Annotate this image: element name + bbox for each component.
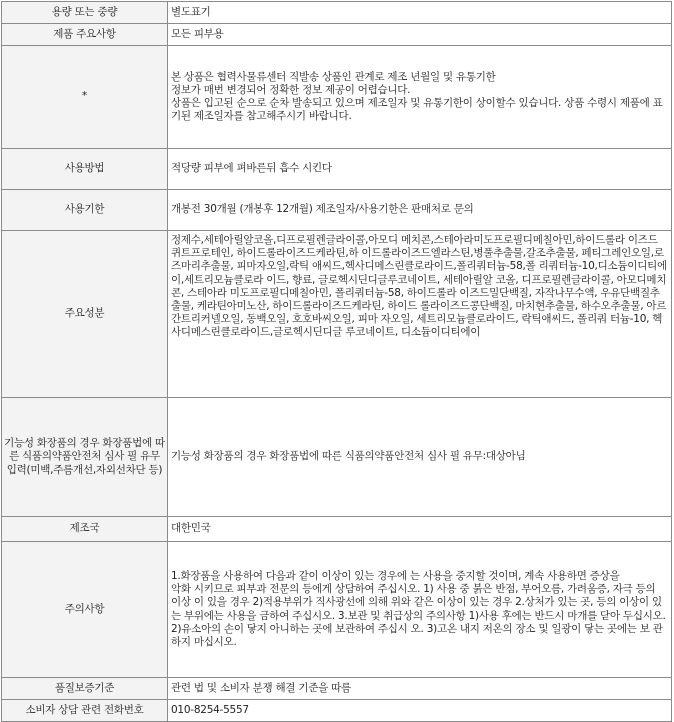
row-phone xyxy=(2,700,672,722)
ingredients-value: 정제수,세테아릴알코올,디프로필렌글라이콜,아모디 메치콘,스테아라미도프로필디메칠아민,하이드롤라 이즈드퀴트프로테인, 하이드롤라이즈드케라틴,하 이드롤라이즈드엘라스틴,병풀추출물,갈조추출물, 페티그레인오일,로즈마리추출물, 피마자오일,락틱 애씨드,헥사디메스린클로라이드,폴리쿼터늄-58,폴 리쿼터늄-10,디소듐이디티에이,세트리모늄클로라 이드, 향료, 글로헥시딘디글루코네이트, 세테아릴알 코올, 디프로필렌글라이콜, 아모디메치콘, 스테아라 미도프로필디메칠아민, 폴리쿼터늄-58, 하이드롤라 이즈드밀단백질, 자작나무수액, 우유단백질추출물, 케라틴아미노산, 하이드롤라이즈드케라틴, 하이드 롤라이즈드콩단백질, 마치현추출물, 하수오추출물, 아르간트리커넬오일, 동백오일, 호호바씨오일, 피마 자오일, 세트리모늄클로라이드, 락틱애씨드, 폴리쿼 터늄-10, 헥사디메스린클로라이드,글로헥시딘디글 루코네이트, 디소듐이디티에이 xyxy=(168,231,672,398)
caution-label: 주의사항 xyxy=(2,542,168,678)
quality-value: 관련 법 및 소비자 분쟁 해결 기준을 따름 xyxy=(168,678,672,700)
notice-label: * xyxy=(2,46,168,149)
functional-label: 기능성 화장품의 경우 화장품법에 따른 식품의약품안전처 심사 필 유무 입력(미백,주름개선,자외선차단 등) xyxy=(2,398,168,517)
row-origin xyxy=(2,517,672,542)
row-expiry xyxy=(2,190,672,231)
row-ingredients xyxy=(2,231,672,398)
origin-label: 제조국 xyxy=(2,517,168,542)
notice-value: 본 상품은 협력사물류센터 직발송 상품인 관계로 제조 년월일 및 유통기한 정보가 매번 변경되어 정확한 정보 제공이 어렵습니다. 상품은 입고된 순으로 순차 발송되고 있으며 제조일자 및 유통기한이 상이할수 있습니다. 상품 수령시 제품에 표기된 제조일자를 참고해주시기 바랍니다. xyxy=(168,46,672,149)
row-quality xyxy=(2,678,672,700)
usage-value: 적당량 피부에 펴바른뒤 흡수 시킨다 xyxy=(168,149,672,190)
capacity-label: 용량 또는 중량 xyxy=(2,2,168,24)
row-usage xyxy=(2,149,672,190)
product-info-table xyxy=(1,1,672,722)
expiry-label: 사용기한 xyxy=(2,190,168,231)
usage-label: 사용방법 xyxy=(2,149,168,190)
caution-value: 1.화장품을 사용하여 다음과 같이 이상이 있는 경우에 는 사용을 중지할 것이며, 계속 사용하면 증상을 악화 시키므로 피부과 전문의 등에게 상담하여 주십시오. 1) 사용 중 붉은 반점, 부어오름, 가려움증, 자극 등의 이상 이 있을 경우 2)적용부위가 직사광선에 의해 위와 같은 이상이 있는 경우 2.상처가 있는 곳, 등의 이상이 있는 부위에는 사용을 금하여 주십시오. 3.보관 및 취급상의 주의사항 1)사용 후에는 반드시 마개를 닫아 두십시오. 2)유소아의 손이 닿지 아니하는 곳에 보관하여 주십시 오. 3)고온 내지 저온의 장소 및 일광이 닿는 곳에는 보 관하지 마십시오. xyxy=(168,542,672,678)
row-notice xyxy=(2,46,672,149)
row-caution xyxy=(2,542,672,678)
expiry-value: 개봉전 30개월 (개봉후 12개월) 제조일자/사용기한은 판매처로 문의 xyxy=(168,190,672,231)
ingredients-label: 주요성분 xyxy=(2,231,168,398)
main-spec-value: 모든 피부용 xyxy=(168,24,672,46)
phone-label: 소비자 상담 관련 전화번호 xyxy=(2,700,168,722)
functional-value: 기능성 화장품의 경우 화장품법에 따른 식품의약품안전처 심사 필 유무:대상아님 xyxy=(168,398,672,517)
capacity-value: 별도표기 xyxy=(168,2,672,24)
phone-value: 010-8254-5557 xyxy=(168,700,672,722)
origin-value: 대한민국 xyxy=(168,517,672,542)
row-functional xyxy=(2,398,672,517)
row-capacity xyxy=(2,2,672,24)
quality-label: 품질보증기준 xyxy=(2,678,168,700)
main-spec-label: 제품 주요사항 xyxy=(2,24,168,46)
row-main-spec xyxy=(2,24,672,46)
